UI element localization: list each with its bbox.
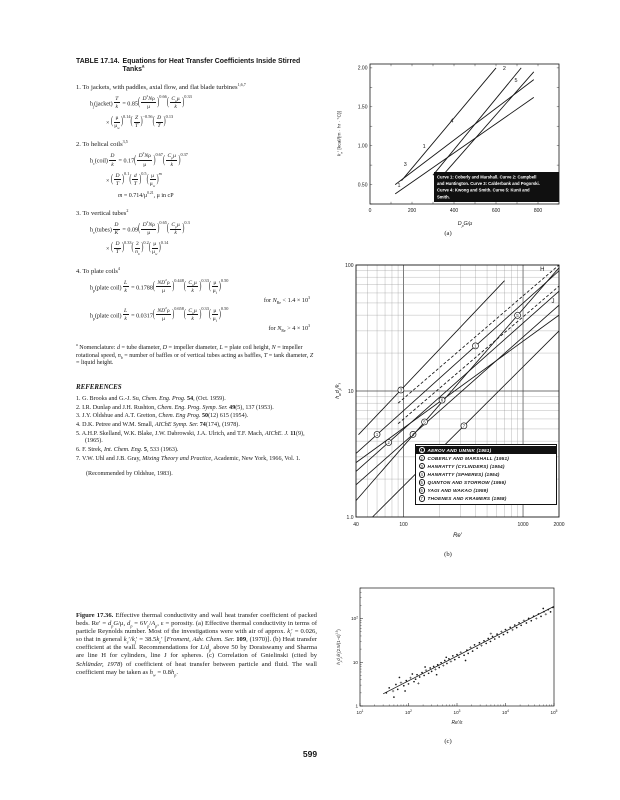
equation: × ( $\frac{\mu}{\mu_w}$ )$^{0.14}$( $\frac{Z}{T}$ )$^{-0.56}$( $\frac{D}{T}$ )$^{0.13}$ [106,113,174,131]
legend-number-badge: 5 [420,480,424,486]
item-text: To vertical tubes$^2$ [82,207,129,217]
svg-text:5: 5 [516,312,519,318]
svg-text:and Huntington. Curve 3: Calde: and Huntington. Curve 3: Calderbank and Pogorski. [437,181,540,187]
svg-text:1.0: 1.0 [346,514,354,521]
svg-text:1: 1 [355,703,358,709]
subfigure-label-b: (b) [444,551,452,558]
table-number: TABLE 17.14. [76,58,120,65]
svg-text:H: H [540,266,545,273]
svg-text:5: 5 [423,419,426,425]
legend-label: COBERLY AND MARSHALL (1951) [427,455,510,461]
legend-number-badge: 1 [420,447,424,453]
item-number: 2. [76,141,81,149]
legend-number-badge: 6 [420,488,424,494]
figure-17-36-c [330,582,566,745]
item-text: To helical coils$^{3,5}$ [82,139,128,149]
svg-text:800: 800 [533,208,543,214]
svg-text:1: 1 [375,432,379,438]
equation: × ( $\frac{D}{T}$ )$^{0.33}$( $\frac{2}{n_b}$ )$^{0.2}$( $\frac{\mu}{\mu_w}$ )$^{0.14}$ [106,239,169,257]
legend-label: YAGI AND WAKAO (1959) [427,488,489,494]
svg-text:3: 3 [403,161,407,168]
legend-number-badge: 4 [420,472,424,478]
legend-row [416,495,556,503]
chart-b-y-axis-label: $h_wd_p/k_f$ [335,383,343,399]
svg-text:7: 7 [462,423,466,429]
svg-text:104: $10^4$ [502,709,509,715]
svg-text:1: 1 [397,182,401,189]
equation: $m = 0.714/\mu^{0.21}$, μ in cP [118,190,174,199]
svg-text:2000: 2000 [553,522,565,528]
legend-label: AEROV AND UMNIK (1951) [427,447,492,453]
svg-text:0.50: 0.50 [357,182,368,189]
svg-text:0: 0 [368,208,372,214]
page-number: 599 [302,749,318,759]
equation-condition: for $N_{Re} > 4 \times 10^3$ [268,324,310,334]
svg-text:2: 2 [502,66,506,73]
legend-row [416,486,556,494]
svg-text:400: 400 [449,208,459,214]
svg-text:Smith.: Smith. [437,194,450,200]
equation: $h_v(tubes)$ $\frac{D}{K}$ = 0.09( $\frac{D^2N\rho}{\mu}$ )$^{0.65}$( $\frac{C_p\mu}{k}$ )$^{0.3}$ [90,220,190,237]
svg-text:4: 4 [411,431,415,437]
svg-text:600: 600 [491,208,501,214]
table-item-1 [76,81,314,131]
subfigure-label-c: (c) [444,738,452,745]
svg-text:100: 100 [345,262,354,269]
chart-c-canvas [330,582,566,730]
reference-item: 1. G. Brooks and G.-J. Su, Chem. Eng. Prog. 54, (Oct. 1959). [76,395,226,402]
svg-text:101: $10^1$ [356,709,364,715]
table-title-text: Equations for Heat Transfer Coefficients Inside Stirred Tanks$^a$ [122,58,301,74]
item-number: 1. [76,83,81,91]
chart-a-canvas [330,58,566,218]
item-number: 4. [76,267,81,275]
svg-text:40: 40 [353,522,359,528]
equation: × ( $\frac{D}{T}$ )$^{0.1}$( $\frac{d}{T}$ )$^{0.5}$( $\frac{\mu}{\mu_w}$ )$^m$ [106,171,162,188]
item-text: To plate coils$^4$ [82,265,120,275]
svg-text:1.00: 1.00 [357,143,368,150]
legend-label: QUINTON AND STORROW (1956) [427,479,507,485]
svg-text:1000: 1000 [517,522,529,528]
reference-note: (Recommended by Oldshue, 1983). [86,471,173,478]
equation: $h_c(coil)$ $\frac{D}{k}$ = 0.17( $\frac{D^2N\rho}{\mu}$ )$^{0.67}$( $\frac{C_p\mu}{k}$ )$^{0.37}$ [90,151,188,168]
legend-row [416,470,556,478]
legend-number-badge: 2 [420,455,424,461]
equation: $h_p(plate$ coil) $\frac{L}{k}$ = 0.1788( $\frac{ND^2\rho}{\mu}$ )$^{0.448}$( $\frac{C_p\mu}{k}$ )$^{0.33}$( $\frac{\mu}{\mu_f}$ )$^{0.50}$ [90,277,229,295]
reference-item: 5. A.H.P. Skelland, W.K. Blake, J.W. Dabrowski, J.A. Ulrich, and T.F. Mach, AIChE. J. 11(9), (1965). [76,431,305,445]
equation: $h_p(plate$ coil) $\frac{L}{k}$ = 0.0317( $\frac{ND^2\rho}{\mu}$ )$^{0.658}$( $\frac{C_p\mu}{k}$ )$^{0.33}$( $\frac{\mu}{\mu_f}$ )$^{0.50}$ [90,305,229,324]
svg-text:102: $10^2$ [405,709,412,715]
legend-row [416,462,556,470]
svg-text:5: 5 [514,77,518,84]
legend-label: HANRATTY (CYLINDERS) (1954) [427,463,505,469]
right-column [330,58,566,745]
svg-text:200: 200 [407,208,417,214]
svg-text:10: 10 [347,388,354,395]
chart-b-legend [415,444,557,505]
svg-text:103: $10^3$ [453,709,461,715]
svg-text:1: 1 [422,144,426,150]
svg-text:1: 1 [474,343,477,349]
svg-text:102: $10^2$ [351,615,358,622]
svg-text:Curve 4: Kwong and Smith. Curv: Curve 4: Kwong and Smith. Curve 5: Kunii and [437,187,530,193]
table-item-3 [76,207,314,257]
svg-text:Re′/ε: Re′/ε [451,720,463,726]
svg-text:2: 2 [387,440,390,446]
svg-text:100: 100 [399,522,408,528]
legend-row [416,478,556,486]
chart-a-y-axis-label: $k_e'$ [kcal/(m · hr · °C)] [337,110,344,157]
figure-17-36-b [330,261,566,558]
item-text: To jackets, with paddles, axial flow, and flat blade turbines$^{1,6,7}$ [82,81,246,91]
svg-text:4: 4 [450,118,454,125]
reference-item: 2. I.R. Dunlap and J.H. Rushton, Chem. Eng. Prog. Symp. Ser. 49(5), 137 (1953). [76,404,274,411]
svg-text:2.00: 2.00 [357,65,368,72]
legend-label: THOENES AND KRAMERS (1958) [427,496,507,502]
chart-c-y-axis-label: $h_pd_p/k_f(2.5/(1-\varepsilon)^{1.5})$ [335,629,343,665]
chart-a-x-axis-label: $D_pG/\mu$ [457,221,473,229]
table-item-2 [76,141,314,199]
reference-item: 7. V.W. Uhl and J.B. Gray, Mixing Theory and Practice, Academic, New York, 1966, Vol. 1. [76,455,301,462]
svg-text:Re′: Re′ [453,533,462,539]
svg-text:3: 3 [399,387,403,393]
item-number: 3. [76,209,81,217]
table-title [76,58,314,75]
equation-condition: for $N_{Re} < 1.4 \times 10^3$ [263,295,310,306]
legend-row [416,446,556,454]
subfigure-label-a: (a) [444,230,452,237]
legend-label: HANRATTY (SPHERES) (1954) [427,471,500,477]
legend-number-badge: 3 [420,463,424,469]
svg-text:1.50: 1.50 [357,104,368,111]
reference-item: 3. J.Y. Oldshue and A.T. Gretton, Chem. Eng Prog. 50(12) 615 (1954). [76,413,249,420]
svg-text:J: J [551,298,555,305]
left-column [76,58,314,477]
figure-17-36-a [330,58,566,237]
legend-row [416,454,556,462]
legend-number-badge: 7 [420,496,424,502]
svg-text:6: 6 [440,397,444,403]
svg-text:105: $10^5$ [550,709,558,715]
table-item-4 [76,265,314,334]
figure-caption: Figure 17.36. Effective thermal conductivity and wall heat transfer coefficient of packed beds. $Re' = d_pG/\mu$, $d_p = 6V_p/A_p$, ε = porosity. (a) Effective thermal conductivity in terms of particle Reynolds number. Most of the investigations were with air of approx. $k_f' = 0.026$, so that in general $k_e'/k_f' = 38.5k_e'$ [Froment, Adv. Chem. Ser. 109, (1970)]. (b) Heat transfer coefficient at the wall. Recommendations for $L/d_p$ above 50 by Doraiswamy and Sharma are line H for cylinders, line J for spheres. (c) Correlation of Gnielinski (cited by Schlünder, 1978) of coefficient of heat transfer between particle and fluid. The wall coefficient may be taken as $h_w = 0.8h_p$. [76,612,318,677]
reference-item: 6. F. Strek, Int. Chem. Eng. 5, 533 (1963). [76,447,179,454]
reference-item: 4. D.K. Petree and W.M. Small, AIChE Symp. Ser. 74(174), (1978). [76,422,240,429]
references-heading: REFERENCES [76,383,122,391]
table-footnote: $^a$ Nomenclature: d = tube diameter, D = impeller diameter, L = plate coil height, N = impeller rotational speed, $n_b$ = number of baffles or of vertical tubes acting as baffles, T = tank diameter, Z = liquid height. [76,343,314,367]
equation: $h_j(jacket)$ $\frac{T}{k}$ = 0.85( $\frac{D^2N\rho}{\mu}$ )$^{0.66}$( $\frac{C_p\mu}{k}$ )$^{0.33}$ [90,93,192,110]
svg-text:Curve 1: Coberly and Marshall.: Curve 1: Coberly and Marshall. Curve 2: Campbell [437,174,537,180]
svg-text:10: 10 [352,659,358,665]
